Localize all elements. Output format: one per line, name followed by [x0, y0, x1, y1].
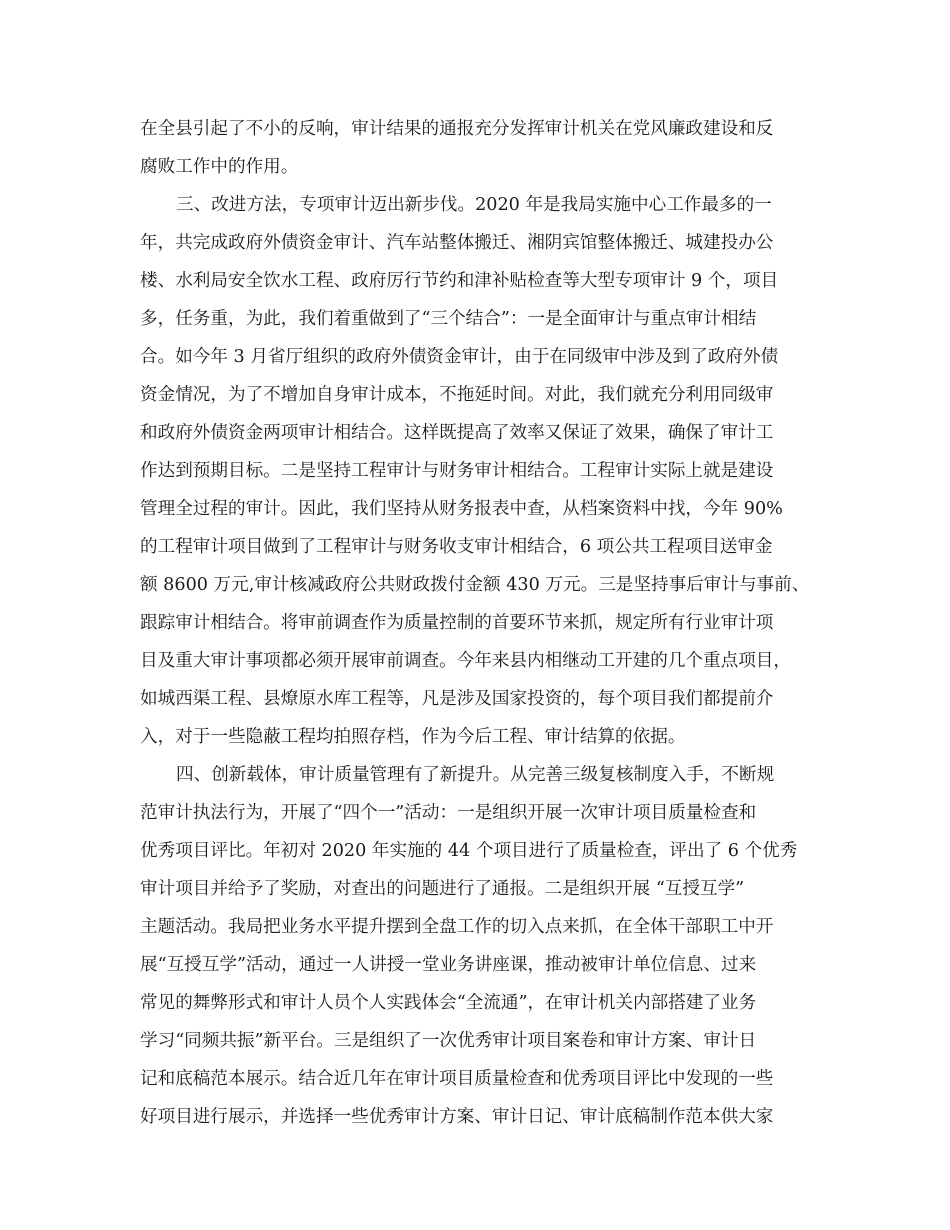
paragraph-line: 腐败工作中的作用。 — [140, 157, 299, 177]
paragraph-line: 四、创新载体，审计质量管理有了新提升。从完善三级复核制度入手，不断规 — [176, 765, 775, 785]
paragraph-line: 楼、水利局安全饮水工程、政府厉行节约和津补贴检查等大型专项审计 9 个，项目 — [140, 271, 779, 291]
paragraph-line: 多，任务重，为此，我们着重做到了“三个结合”：一是全面审计与重点审计相结 — [140, 309, 757, 329]
paragraph-line: 额 8600 万元,审计核减政府公共财政拨付金额 430 万元。三是坚持事后审计与事前、 — [140, 575, 810, 595]
paragraph-line: 作达到预期目标。二是坚持工程审计与财务审计相结合。工程审计实际上就是建设 — [140, 461, 774, 481]
paragraph-line: 学习“同频共振”新平台。三是组织了一次优秀审计项目案卷和审计方案、审计日 — [140, 1031, 757, 1051]
paragraph-line: 的工程审计项目做到了工程审计与财务收支审计相结合，6 项公共工程项目送审金 — [140, 537, 773, 557]
paragraph-line: 范审计执法行为，开展了“四个一”活动：一是组织开展一次审计项目质量检查和 — [140, 803, 757, 823]
paragraph-line: 和政府外债资金两项审计相结合。这样既提高了效率又保证了效果，确保了审计工 — [140, 423, 774, 443]
paragraph-line: 在全县引起了不小的反响，审计结果的通报充分发挥审计机关在党风廉政建设和反 — [140, 119, 774, 139]
paragraph-line: 展“互授互学”活动，通过一人讲授一堂业务讲座课，推动被审计单位信息、过来 — [140, 955, 757, 975]
paragraph-line: 优秀项目评比。年初对 2020 年实施的 44 个项目进行了质量检查，评出了 6 个优秀 — [140, 841, 798, 861]
paragraph-line: 审计项目并给予了奖励，对查出的问题进行了通报。二是组织开展 “互授互学” — [140, 879, 745, 899]
paragraph-line: 三、改进方法，专项审计迈出新步伐。2020 年是我局实施中心工作最多的一 — [176, 195, 772, 215]
paragraph-line: 记和底稿范本展示。结合近几年在审计项目质量检查和优秀项目评比中发现的一些 — [140, 1069, 774, 1089]
paragraph-line: 好项目进行展示，并选择一些优秀审计方案、审计日记、审计底稿制作范本供大家 — [140, 1107, 774, 1127]
paragraph-line: 合。如今年 3 月省厅组织的政府外债资金审计，由于在同级审中涉及到了政府外债 — [140, 347, 779, 367]
paragraph-line: 年，共完成政府外债资金审计、汽车站整体搬迁、湘阴宾馆整体搬迁、城建投办公 — [140, 233, 774, 253]
paragraph-line: 入，对于一些隐蔽工程均拍照存档，作为今后工程、审计结算的依据。 — [140, 727, 686, 747]
paragraph-line: 跟踪审计相结合。将审前调查作为质量控制的首要环节来抓，规定所有行业审计项 — [140, 613, 774, 633]
paragraph-line: 目及重大审计事项都必须开展审前调查。今年来县内相继动工开建的几个重点项目， — [140, 651, 791, 671]
paragraph-line: 主题活动。我局把业务水平提升摆到全盘工作的切入点来抓，在全体干部职工中开 — [140, 917, 774, 937]
paragraph-line: 资金情况，为了不增加自身审计成本，不拖延时间。对此，我们就充分利用同级审 — [140, 385, 774, 405]
paragraph-line: 管理全过程的审计。因此，我们坚持从财务报表中查，从档案资料中找，今年 90% — [140, 499, 783, 519]
paragraph-line: 常见的舞弊形式和审计人员个人实践体会“全流通”，在审计机关内部搭建了业务 — [140, 993, 757, 1013]
paragraph-line: 如城西渠工程、县燎原水库工程等，凡是涉及国家投资的，每个项目我们都提前介 — [140, 689, 774, 709]
